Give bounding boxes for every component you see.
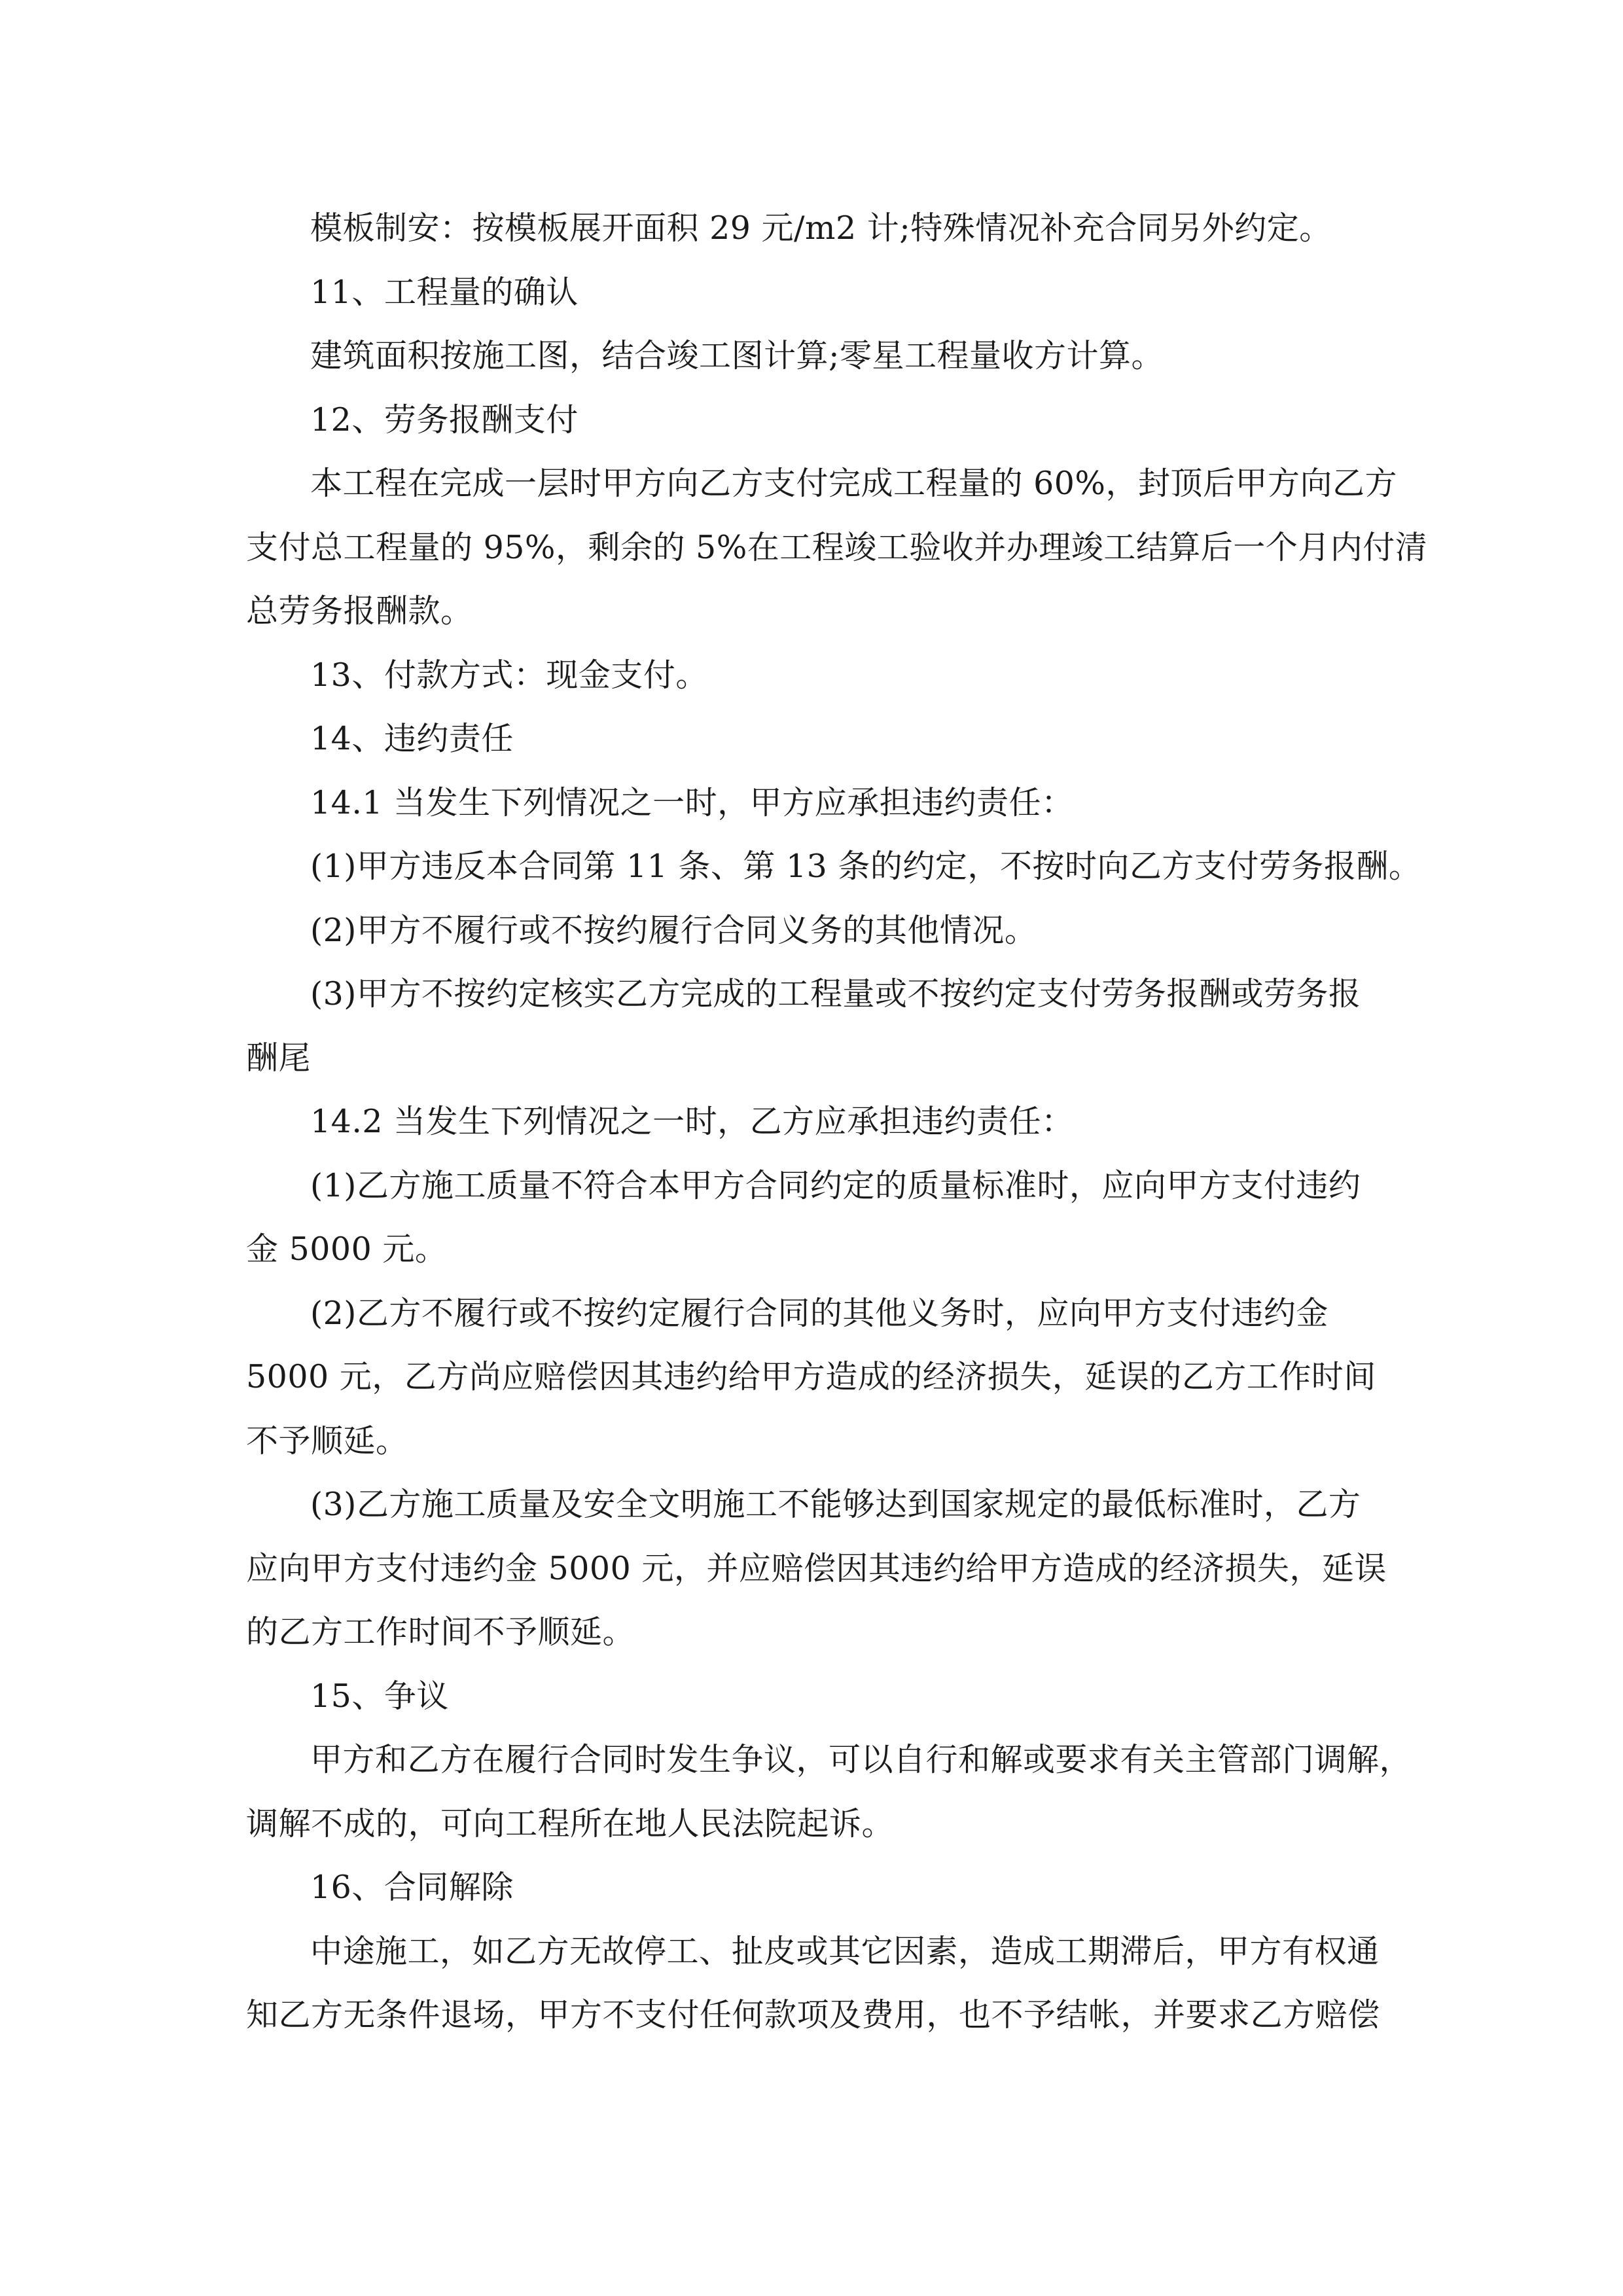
text-line: (1)乙方施工质量不符合本甲方合同约定的质量标准时，应向甲方支付违约	[310, 1166, 1361, 1204]
text-line: 应向甲方支付违约金 5000 元，并应赔偿因其违约给甲方造成的经济损失，延误	[246, 1549, 1387, 1587]
text-line: 15、争议	[310, 1677, 449, 1715]
text-line: 调解不成的，可向工程所在地人民法院起诉。	[246, 1804, 895, 1842]
text-line: (2)甲方不履行或不按约履行合同义务的其他情况。	[310, 911, 1037, 949]
text-line: 模板制安：按模板展开面积 29 元/m2 计;特殊情况补充合同另外约定。	[310, 209, 1332, 247]
text-line: 不予顺延。	[246, 1422, 408, 1460]
text-line: 酬尾	[246, 1039, 312, 1077]
text-line: 14.1 当发生下列情况之一时，甲方应承担违约责任：	[310, 783, 1074, 821]
text-line: 中途施工，如乙方无故停工、扯皮或其它因素，造成工期滞后，甲方有权通	[310, 1932, 1380, 1970]
text-line: 14.2 当发生下列情况之一时，乙方应承担违约责任：	[310, 1103, 1074, 1140]
text-line: (1)甲方违反本合同第 11 条、第 13 条的约定，不按时向乙方支付劳务报酬。	[310, 848, 1421, 885]
text-line: 总劳务报酬款。	[246, 592, 473, 630]
text-line: 甲方和乙方在履行合同时发生争议，可以自行和解或要求有关主管部门调解，	[310, 1741, 1412, 1778]
contract-text	[246, 196, 1428, 2047]
text-line: 14、违约责任	[310, 720, 514, 757]
text-line: 13、付款方式：现金支付。	[310, 656, 708, 694]
text-line: 的乙方工作时间不予顺延。	[246, 1613, 635, 1651]
text-line: 金 5000 元。	[246, 1230, 448, 1268]
text-line: 12、劳务报酬支付	[310, 401, 579, 439]
text-line: 知乙方无条件退场，甲方不支付任何款项及费用，也不予结帐，并要求乙方赔偿	[246, 1996, 1380, 2034]
text-line: 16、合同解除	[310, 1869, 514, 1906]
text-line: 11、工程量的确认	[310, 273, 579, 311]
text-line: (3)甲方不按约定核实乙方完成的工程量或不按约定支付劳务报酬或劳务报	[310, 975, 1361, 1013]
text-line: (2)乙方不履行或不按约定履行合同的其他义务时，应向甲方支付违约金	[310, 1294, 1329, 1332]
text-line: (3)乙方施工质量及安全文明施工不能够达到国家规定的最低标准时，乙方	[310, 1486, 1361, 1523]
text-line: 支付总工程量的 95%，剩余的 5%在工程竣工验收并办理竣工结算后一个月内付清	[246, 528, 1428, 566]
text-line: 本工程在完成一层时甲方向乙方支付完成工程量的 60%，封顶后甲方向乙方	[310, 465, 1397, 502]
text-line: 5000 元，乙方尚应赔偿因其违约给甲方造成的经济损失，延误的乙方工作时间	[246, 1358, 1376, 1395]
text-line: 建筑面积按施工图，结合竣工图计算;零星工程量收方计算。	[310, 337, 1164, 374]
